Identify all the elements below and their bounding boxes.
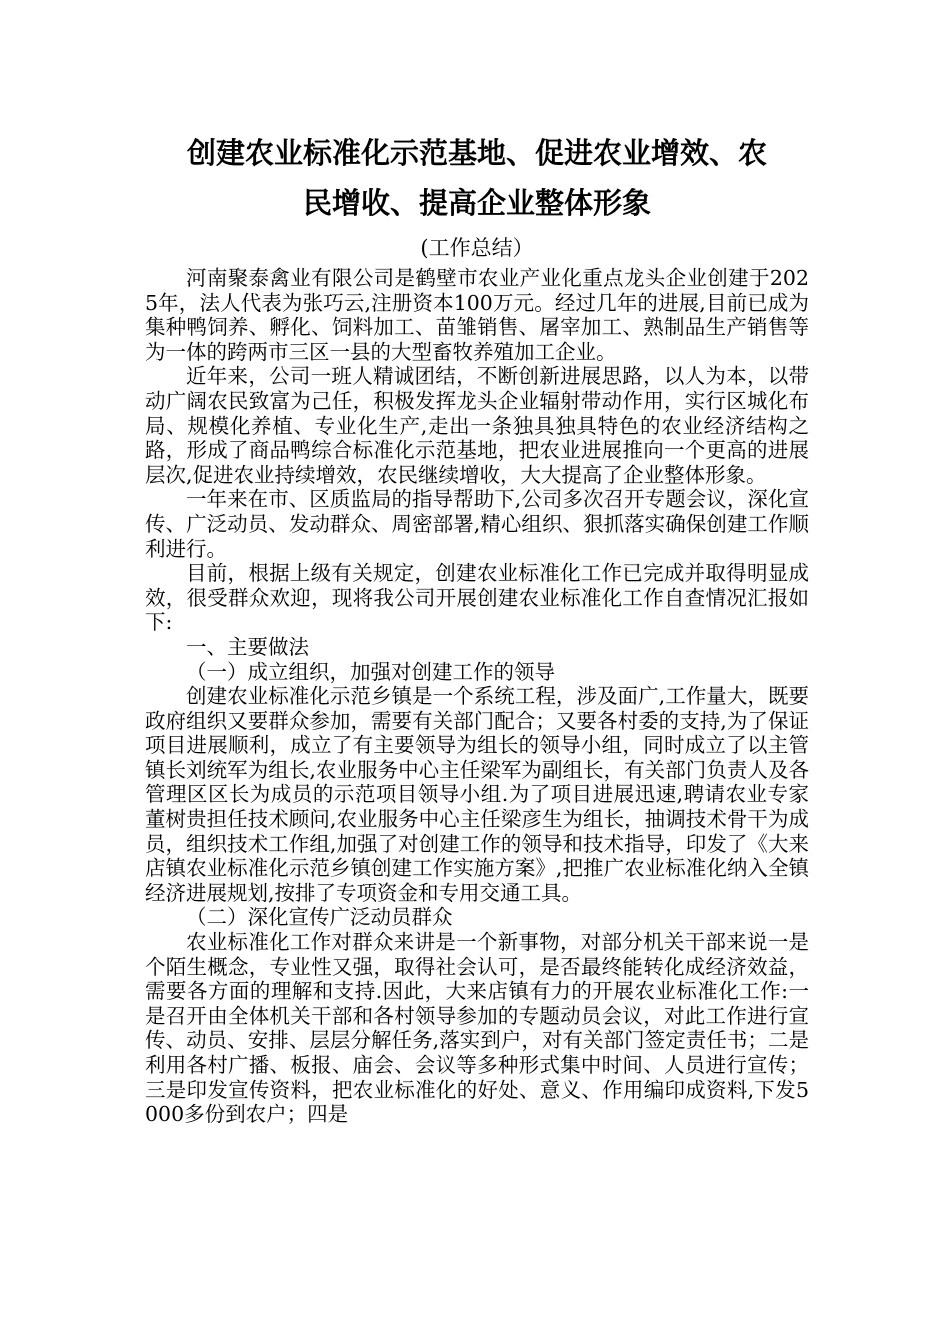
- subsection-heading-publicity: （二）深化宣传广泛动员群众: [186, 905, 453, 930]
- document-subtitle: (工作总结）: [420, 236, 534, 260]
- paragraph-current-status: 目前，根据上级有关规定，创建农业标准化工作已完成并取得明显成效，很受群众欢迎，现将我公司开展创建农业标准化工作自查情况汇报如下:: [145, 561, 809, 635]
- section-heading-main-measures: 一、主要做法: [186, 634, 309, 659]
- title-line-1: 创建农业标准化示范基地、促进农业增效、农: [186, 136, 767, 170]
- paragraph-intro: 河南聚泰禽业有限公司是鹤壁市农业产业化重点龙头企业创建于2025年，法人代表为张巧云,注册资本100万元。经过几年的进展,目前已成为集种鸭饲养、孵化、饲料加工、苗雏销售、屠宰加工、熟制品生产销售等为一体的跨两市三区一县的大型畜牧养殖加工企业。: [145, 266, 809, 364]
- title-line-2: 民增收、提高企业整体形象: [302, 186, 651, 220]
- document-page: [145, 128, 809, 1127]
- paragraph-publicity: 农业标准化工作对群众来讲是一个新事物，对部分机关干部来说一是个陌生概念，专业性又强，取得社会认可，是否最终能转化成经济效益，需要各方面的理解和支持.因此，大来店镇有力的开展农业标准化工作:一是召开由全体机关干部和各村领导参加的专题动员会议，对此工作进行宣传、动员、安排、层层分解任务,落实到户，对有关部门签定责任书；二是利用各村广播、板报、庙会、会议等多种形式集中时间、人员进行宣传；三是印发宣传资料，把农业标准化的好处、意义、作用编印成资料,下发5000多份到农户；四是: [145, 930, 809, 1127]
- paragraph-recent-years: 近年来，公司一班人精诚团结，不断创新进展思路，以人为本，以带动广阔农民致富为己任，积极发挥龙头企业辐射带动作用，实行区城化布局、规模化养植、专业化生产,走出一条独具独具特色的农业经济结构之路，形成了商品鸭综合标准化示范基地，把农业进展推向一个更高的进展层次,促进农业持续增效，农民继续增收，大大提高了企业整体形象。: [145, 364, 809, 487]
- document-body: [145, 266, 809, 1127]
- paragraph-organization: 创建农业标准化示范乡镇是一个系统工程，涉及面广,工作量大，既要政府组织又要群众参加，需要有关部门配合；又要各村委的支持,为了保证项目进展顺利，成立了有主要领导为组长的领导小组，同时成立了以主管镇长刘统军为组长,农业服务中心主任梁军为副组长，有关部门负责人及各管理区区长为成员的示范项目领导小组.为了项目进展迅速,聘请农业专家董树贵担任技术顾问,农业服务中心主任梁彦生为组长，抽调技术骨干为成员，组织技术工作组,加强了对创建工作的领导和技术指导，印发了《大来店镇农业标准化示范乡镇创建工作实施方案》,把推广农业标准化纳入全镇经济进展规划,按排了专项资金和专用交通工具。: [145, 684, 809, 905]
- subsection-heading-organization: （一）成立组织，加强对创建工作的领导: [186, 659, 555, 684]
- document-title: [145, 128, 809, 228]
- paragraph-guidance: 一年来在市、区质监局的指导帮助下,公司多次召开专题会议，深化宣传、广泛动员、发动群众、周密部署,精心组织、狠抓落实确保创建工作顺利进行。: [145, 487, 809, 561]
